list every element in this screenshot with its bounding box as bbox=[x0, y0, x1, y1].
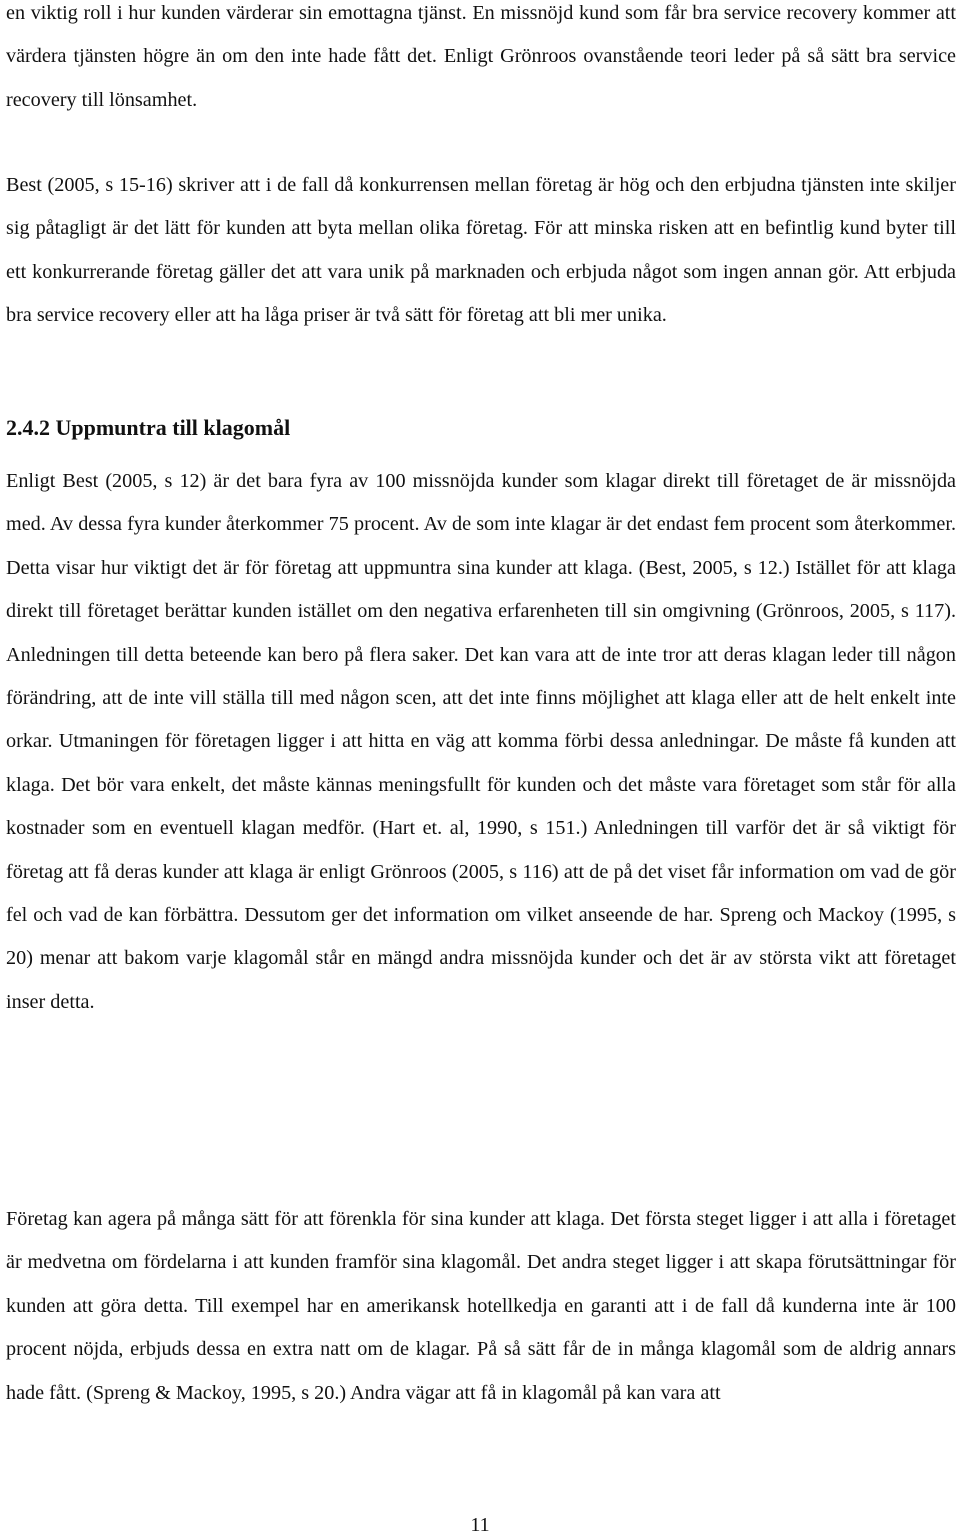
body-paragraph: Best (2005, s 15-16) skriver att i de fall då konkurrensen mellan företag är hög och den erbjudna tjänsten inte skiljer sig påtagligt är det lätt för kunden att byta mellan olika företag. För att minska risken att en befintlig kund byter till ett konkurrerande företag gäller det att vara unik på marknaden och erbjuda något som ingen annan gör. Att erbjuda bra service recovery eller att ha låga priser är två sätt för företag att bli mer unika. bbox=[6, 174, 956, 327]
body-paragraph: Företag kan agera på många sätt för att förenkla för sina kunder att klaga. Det första steget ligger i att alla i företaget är medvetna om fördelarna i att kunden framför sina klagomål. Det andra steget ligger i att skapa förutsättningar för kunden att göra detta. Till exempel har en amerikansk hotellkedja en garanti att i de fall då kunderna inte är 100 procent nöjda, erbjuds dessa en extra natt om de klagar. På så sätt får de in många klagomål som de aldrig annars hade fått. (Spreng & Mackoy, 1995, s 20.) Andra vägar att få in klagomål på kan vara att bbox=[6, 1208, 956, 1404]
page-number: 11 bbox=[470, 1514, 490, 1536]
body-paragraph: Enligt Best (2005, s 12) är det bara fyra av 100 missnöjda kunder som klagar direkt till företaget de är missnöjda med. Av dessa fyra kunder återkommer 75 procent. Av de som inte klagar är det endast fem procent som återkommer. Detta visar hur viktigt det är för företag att uppmuntra sina kunder att klaga. (Best, 2005, s 12.) Istället för att klaga direkt till företaget berättar kunden istället om den negativa erfarenheten till sin omgivning (Grönroos, 2005, s 117). Anledningen till detta beteende kan bero på flera saker. Det kan vara att de inte tror att deras klagan leder till någon förändring, att de inte vill ställa till med någon scen, att det inte finns möjlighet att klaga eller att de helt enkelt inte orkar. Utmaningen för företagen ligger i att hitta en väg att komma förbi dessa anledningar. De måste få kunden att klaga. Det bör vara enkelt, det måste kännas meningsfullt för kunden och det måste vara företaget som står för alla kostnader som en eventuell klagan medför. (Hart et. al, 1990, s 151.) Anledningen till varför det är så viktigt för företag att få deras kunder att klaga är enligt Grönroos (2005, s 116) att de på det viset får information om vad de gör fel och vad de kan förbättra. Dessutom ger det information om vilket anseende de har. Spreng och Mackoy (1995, s 20) menar att bakom varje klagomål står en mängd andra missnöjda kunder och det är av största vikt att företaget inser detta. bbox=[6, 470, 956, 1013]
section-heading: 2.4.2 Uppmuntra till klagomål bbox=[6, 415, 291, 440]
body-paragraph: en viktig roll i hur kunden värderar sin emottagna tjänst. En missnöjd kund som får bra service recovery kommer att värdera tjänsten högre än om den inte hade fått det. Enligt Grönroos ovanstående teori leder på så sätt bra service recovery till lönsamhet. bbox=[6, 2, 956, 111]
